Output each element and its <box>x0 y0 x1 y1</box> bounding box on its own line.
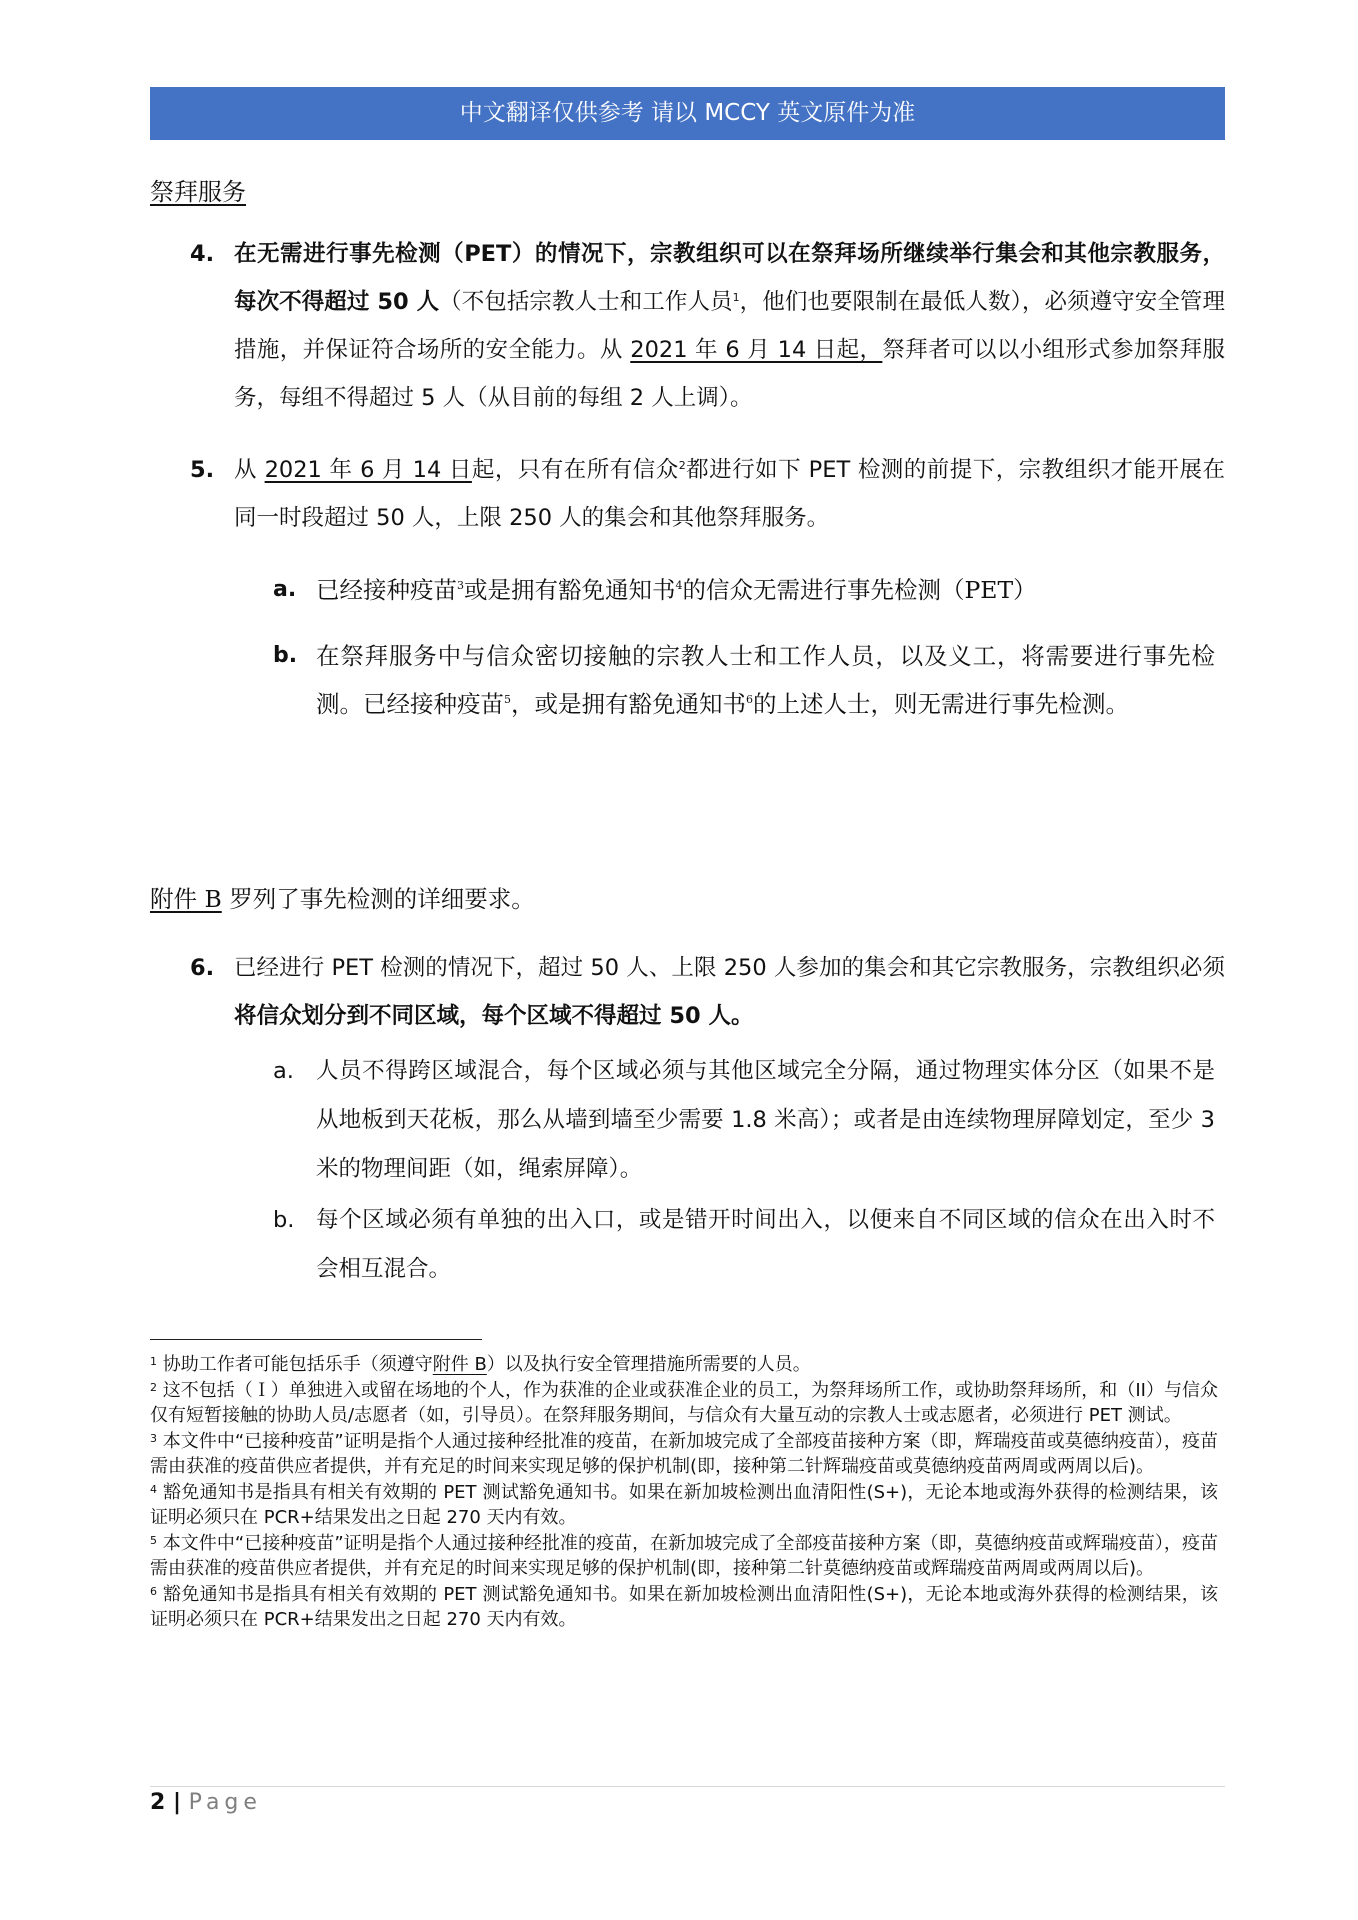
footnote-5-number: 5 <box>150 1533 157 1547</box>
item-6-text-1: 已经进行 PET 检测的情况下，超过 50 人、上限 250 人参加的集会和其它宗教服务，宗教组织必须 <box>234 955 1225 981</box>
item-4-text <box>234 230 1225 422</box>
footnote-5 <box>150 1531 1218 1582</box>
item-5-sub-b-text-3: 的上述人士，则无需进行事先检测。 <box>753 690 1129 718</box>
footnote-1-number: 1 <box>150 1355 157 1368</box>
annex-b-link[interactable]: 附件 B <box>150 885 222 913</box>
item-6-sub-b <box>150 1196 1225 1294</box>
item-5-text-2: 起，只有在所有信众 <box>471 457 679 483</box>
footer-divider <box>150 1786 1225 1787</box>
footnote-ref-2[interactable]: 2 <box>678 459 686 472</box>
page-label: Page <box>188 1790 262 1815</box>
footnote-3-text: 本文件中“已接种疫苗”证明是指个人通过接种经批准的疫苗，在新加坡完成了全部疫苗接种方案（即，辉瑞疫苗或莫德纳疫苗），疫苗需由获准的疫苗供应者提供，并有充足的时间来实现足够的保护机制(即，接种第二针辉瑞疫苗或莫德纳疫苗两周或两周以后)。 <box>150 1430 1218 1477</box>
item-6-sub-a <box>150 1047 1225 1194</box>
item-5-text-1: 从 <box>234 457 265 483</box>
footnote-separator <box>150 1339 482 1340</box>
section-title: 祭拜服务 <box>150 178 246 206</box>
footnote-2-text: 这不包括（Ｉ）单独进入或留在场地的个人，作为获准的企业或获准企业的员工，为祭拜场所工作，或协助祭拜场所，和（II）与信众仅有短暂接触的协助人员/志愿者（如，引导员）。在祭拜服务期间，与信众有大量互动的宗教人士或志愿者，必须进行 PET 测试。 <box>150 1379 1218 1426</box>
footnote-ref-1[interactable]: 1 <box>732 291 740 304</box>
item-6-number: 6. <box>190 955 215 981</box>
footnotes <box>150 1352 1218 1633</box>
footnote-2 <box>150 1378 1218 1429</box>
item-6-sub-b-label: b. <box>273 1207 295 1233</box>
annex-note <box>150 880 535 914</box>
item-4 <box>150 230 1225 422</box>
item-6-bold: 将信众划分到不同区域，每个区域不得超过 50 人。 <box>234 1003 754 1029</box>
footnote-4-number: 4 <box>150 1482 157 1496</box>
item-5-sub-a-text-3: 的信众无需进行事先检测（PET） <box>682 576 1037 604</box>
item-5-sub-a-text <box>316 566 1215 614</box>
footnote-1 <box>150 1352 1218 1378</box>
item-6 <box>150 944 1225 1040</box>
footnote-3-number: 3 <box>150 1431 157 1445</box>
item-6-text <box>234 944 1225 1040</box>
item-4-date: 2021 年 6 月 14 日起， <box>630 337 883 363</box>
item-5-sub-b-text <box>316 632 1215 728</box>
item-4-number: 4. <box>190 241 215 267</box>
item-5 <box>150 446 1225 542</box>
item-4-bold: 在无需进行事先检测（PET）的情况下，宗教组织可以在祭拜场所继续举行集会和其他宗教服务，每次不得超过 50 人 <box>234 241 1225 315</box>
footnote-ref-6[interactable]: 6 <box>746 693 753 706</box>
footnote-2-number: 2 <box>150 1380 157 1394</box>
item-5-sub-b-label: b. <box>273 643 298 668</box>
item-5-sub-b-text-1: 在祭拜服务中与信众密切接触的宗教人士和工作人员，以及义工，将需要进行事先检测。已经接种疫苗 <box>316 642 1215 718</box>
translation-banner: 中文翻译仅供参考 请以 MCCY 英文原件为准 <box>150 87 1225 140</box>
footnote-annex-b-link[interactable]: 附件 B <box>432 1354 487 1375</box>
item-5-sub-a <box>150 566 1225 614</box>
item-5-sub-a-text-1: 已经接种疫苗 <box>316 576 457 604</box>
footnote-4 <box>150 1480 1218 1531</box>
footnote-6-number: 6 <box>150 1584 157 1598</box>
item-5-date: 2021 年 6 月 14 日 <box>264 457 472 483</box>
item-5-text-3: 都进行如下 PET 检测的前提下，宗教组织才能开展在同一时段超过 50 人，上限 250 人的集会和其他祭拜服务。 <box>234 457 1225 531</box>
item-4-text-1: （不包括宗教人士和工作人员 <box>439 289 733 315</box>
item-5-sub-a-text-2: 或是拥有豁免通知书 <box>464 576 676 604</box>
annex-note-text: 罗列了事先检测的详细要求。 <box>221 885 535 913</box>
page-separator: | <box>165 1790 189 1815</box>
footnote-1-text-b: ）以及执行安全管理措施所需要的人员。 <box>486 1354 811 1375</box>
item-5-sub-b <box>150 632 1225 728</box>
item-6-sub-a-text: 人员不得跨区域混合，每个区域必须与其他区域完全分隔，通过物理实体分区（如果不是从地板到天花板，那么从墙到墙至少需要 1.8 米高）；或者是由连续物理屏障划定，至少 3 米的物理间距（如，绳索屏障）。 <box>316 1058 1215 1182</box>
footnote-1-text-a: 协助工作者可能包括乐手（须遵守 <box>157 1354 433 1375</box>
footnote-ref-5[interactable]: 5 <box>504 693 511 706</box>
item-6-sub-b-text: 每个区域必须有单独的出入口，或是错开时间出入，以便来自不同区域的信众在出入时不会相互混合。 <box>316 1207 1215 1282</box>
item-5-text <box>234 446 1225 542</box>
footnote-3 <box>150 1429 1218 1480</box>
footnote-6-text: 豁免通知书是指具有相关有效期的 PET 测试豁免通知书。如果在新加坡检测出血清阳性(S+)，无论本地或海外获得的检测结果，该证明必须只在 PCR+结果发出之日起 270 天内有效。 <box>150 1583 1218 1630</box>
page-footer <box>150 1790 262 1815</box>
item-5-sub-b-text-2: ，或是拥有豁免通知书 <box>511 690 746 718</box>
item-4-text-3: 祭拜者可以以小组形式参加祭拜服务，每组不得超过 5 人（从目前的每组 2 人上调）。 <box>234 337 1225 411</box>
footnote-5-text: 本文件中“已接种疫苗”证明是指个人通过接种经批准的疫苗，在新加坡完成了全部疫苗接种方案（即，莫德纳疫苗或辉瑞疫苗），疫苗需由获准的疫苗供应者提供，并有充足的时间来实现足够的保护机制(即，接种第二针莫德纳疫苗或辉瑞疫苗两周或两周以后)。 <box>150 1532 1218 1579</box>
footnote-ref-4[interactable]: 4 <box>675 579 683 592</box>
item-5-number: 5. <box>190 457 215 483</box>
footnote-6 <box>150 1582 1218 1633</box>
item-4-text-2: ，他们也要限制在最低人数），必须遵守安全管理措施，并保证符合场所的安全能力。从 <box>234 289 1225 363</box>
footnote-ref-3[interactable]: 3 <box>457 579 464 592</box>
item-6-sub-a-label: a. <box>273 1058 294 1084</box>
footnote-4-text: 豁免通知书是指具有相关有效期的 PET 测试豁免通知书。如果在新加坡检测出血清阳性(S+)，无论本地或海外获得的检测结果，该证明必须只在 PCR+结果发出之日起 270 天内有效。 <box>150 1481 1218 1528</box>
item-5-sub-a-label: a. <box>273 577 297 602</box>
page-number: 2 <box>150 1790 166 1815</box>
